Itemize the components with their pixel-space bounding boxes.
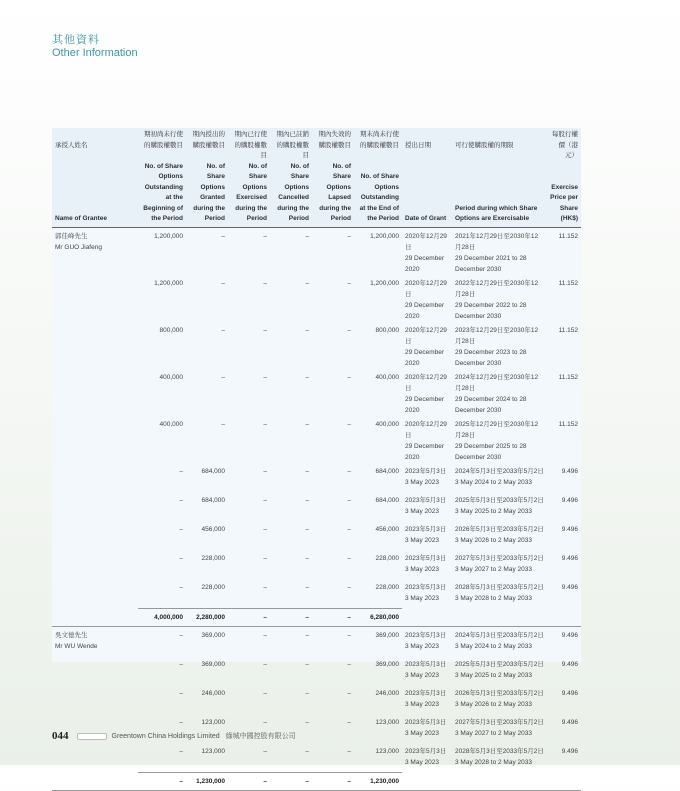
cell-exercised: – [263, 747, 267, 755]
column-header-zh: 期初尚未行使的購股權數目 [138, 128, 186, 162]
cell-lapsed: – [347, 525, 351, 533]
subtotal-blank [52, 772, 138, 790]
cell-begin: – [179, 467, 183, 475]
column-header-zh: 期內已註銷的購股權數目 [270, 128, 312, 162]
cell-begin: 1,200,000 [154, 279, 183, 287]
cell-end: 684,000 [375, 467, 399, 475]
date-of-grant-en: 3 May 2023 [405, 729, 439, 737]
cell-date-of-grant [402, 227, 452, 275]
company-name-en: Greentown China Holdings Limited [111, 732, 220, 740]
grantee-name-cell [52, 685, 138, 714]
subtotal-exercised: – [228, 772, 270, 790]
cell-exercisable-period [452, 369, 547, 416]
date-of-grant-zh: 2023年5月3日 [405, 689, 447, 697]
exercisable-period-zh: 2027年5月3日至2033年5月2日 [455, 718, 544, 726]
section-title [52, 34, 138, 60]
cell-exercise-price: 9.496 [561, 689, 578, 697]
cell-end: 1,200,000 [370, 279, 399, 287]
cell-exercisable-period [452, 626, 547, 656]
subtotal-blank [547, 772, 581, 790]
cell-lapsed: – [347, 554, 351, 562]
exercisable-period-zh: 2027年5月3日至2033年5月2日 [455, 554, 544, 562]
cell-begin: 400,000 [159, 420, 183, 428]
cell-exercise-price: 9.496 [561, 554, 578, 562]
cell-exercisable-period [452, 579, 547, 609]
cell-granted: 369,000 [186, 626, 228, 656]
column-header-en: Period during which Share Options are Exercisable [452, 162, 547, 228]
cell-lapsed: – [347, 747, 351, 755]
exercisable-period-en: 3 May 2024 to 2 May 2033 [455, 642, 532, 650]
cell-exercise-price: 9.496 [561, 747, 578, 755]
date-of-grant-zh: 2020年12月29日 [405, 420, 447, 439]
exercisable-period-zh: 2024年5月3日至2033年5月2日 [455, 467, 544, 475]
cell-exercise-price: 11.152 [558, 232, 578, 240]
cell-date-of-grant [402, 322, 452, 369]
date-of-grant-zh: 2023年5月3日 [405, 660, 447, 668]
exercisable-period-en: 3 May 2026 to 2 May 2033 [455, 700, 532, 708]
cell-end: 800,000 [375, 326, 399, 334]
cell-end: 228,000 [375, 583, 399, 591]
column-header-en: No. of Share Options Outstanding at the End of the Period [354, 162, 402, 228]
subtotal-cancelled: – [270, 772, 312, 790]
table-row [52, 685, 581, 714]
cell-exercise-price: 9.496 [561, 660, 578, 668]
subtotal-exercised: – [228, 608, 270, 626]
exercisable-period-zh: 2024年12月29日至2030年12月28日 [455, 373, 539, 392]
cell-end: 123,000 [375, 718, 399, 726]
table-row [52, 550, 581, 579]
cell-date-of-grant [402, 416, 452, 463]
exercisable-period-zh: 2025年5月3日至2033年5月2日 [455, 496, 544, 504]
cell-date-of-grant [402, 463, 452, 492]
cell-exercise-price: 11.152 [558, 373, 578, 381]
subtotal-blank [402, 772, 452, 790]
date-of-grant-en: 3 May 2023 [405, 478, 439, 486]
subtotal-lapsed: – [312, 772, 354, 790]
cell-cancelled: – [305, 689, 309, 697]
exercisable-period-en: 3 May 2027 to 2 May 2033 [455, 729, 532, 737]
cell-cancelled: – [305, 660, 309, 668]
exercisable-period-zh: 2025年12月29日至2030年12月28日 [455, 420, 539, 439]
cell-exercise-price: 9.496 [547, 626, 581, 656]
cell-date-of-grant [402, 275, 452, 322]
cell-begin: – [179, 525, 183, 533]
cell-granted: – [221, 326, 225, 334]
cell-cancelled: – [305, 326, 309, 334]
cell-exercised: – [263, 326, 267, 334]
cell-end: 1,200,000 [370, 232, 399, 240]
cell-exercise-price: 11.152 [558, 420, 578, 428]
cell-exercise-price: 9.496 [561, 467, 578, 475]
cell-begin: – [179, 554, 183, 562]
exercisable-period-zh: 2028年5月3日至2033年5月2日 [455, 583, 544, 591]
cell-lapsed: – [347, 660, 351, 668]
subtotal-granted: 1,230,000 [186, 772, 228, 790]
date-of-grant-en: 3 May 2023 [405, 507, 439, 515]
exercisable-period-en: 29 December 2023 to 28 December 2030 [455, 348, 527, 367]
subtotal-end: 1,230,000 [354, 772, 402, 790]
cell-granted: 123,000 [201, 747, 225, 755]
exercisable-period-zh: 2022年12月29日至2030年12月28日 [455, 279, 539, 298]
cell-granted: – [221, 373, 225, 381]
cell-lapsed: – [347, 718, 351, 726]
date-of-grant-zh: 2023年5月3日 [405, 631, 447, 639]
cell-exercisable-period [452, 550, 547, 579]
date-of-grant-en: 3 May 2023 [405, 565, 439, 573]
subtotal-end: 6,280,000 [354, 608, 402, 626]
cell-exercised: – [263, 660, 267, 668]
cell-exercised: – [263, 496, 267, 504]
date-of-grant-zh: 2023年5月3日 [405, 583, 447, 591]
exercisable-period-zh: 2021年12月29日至2030年12月28日 [455, 232, 539, 251]
cell-exercisable-period [452, 492, 547, 521]
cell-cancelled: – [305, 420, 309, 428]
column-header-en: Date of Grant [402, 162, 452, 228]
date-of-grant-zh: 2020年12月29日 [405, 373, 447, 392]
column-header-zh: 可行使購股權的期限 [452, 128, 547, 162]
table-row [52, 656, 581, 685]
subtotal-row [52, 772, 581, 790]
cell-cancelled: – [305, 496, 309, 504]
column-header-zh: 期內授出的購股權數目 [186, 128, 228, 162]
cell-cancelled: – [305, 554, 309, 562]
cell-granted: 684,000 [201, 496, 225, 504]
cell-cancelled: – [305, 525, 309, 533]
column-header-en: No. of Share Options Lapsed during the Period [312, 162, 354, 228]
table-row [52, 369, 581, 416]
cell-granted: – [221, 232, 225, 240]
cell-exercisable-period [452, 275, 547, 322]
grantee-name-cell [52, 463, 138, 492]
cell-end: 369,000 [375, 660, 399, 668]
cell-exercised: – [228, 626, 270, 656]
grantee-name-cell [52, 492, 138, 521]
cell-granted: 369,000 [201, 660, 225, 668]
column-header-zh: 承授人姓名 [52, 128, 138, 162]
exercisable-period-en: 3 May 2028 to 2 May 2033 [455, 594, 532, 602]
date-of-grant-zh: 2023年5月3日 [405, 467, 447, 475]
cell-exercisable-period [452, 656, 547, 685]
cell-exercised: – [263, 583, 267, 591]
exercisable-period-en: 3 May 2025 to 2 May 2033 [455, 671, 532, 679]
subtotal-granted: 2,280,000 [186, 608, 228, 626]
subtotal-blank [547, 608, 581, 626]
date-of-grant-zh: 2020年12月29日 [405, 232, 447, 251]
page-footer [52, 730, 296, 742]
cell-exercised: – [263, 554, 267, 562]
table-row [52, 463, 581, 492]
subtotal-cancelled: – [270, 608, 312, 626]
date-of-grant-en: 29 December 2020 [405, 442, 445, 461]
column-header-zh: 期內已行使的購股權數目 [228, 128, 270, 162]
cell-exercise-price: 9.496 [561, 718, 578, 726]
grantee-name-zh: 吳文德先生 [55, 631, 88, 639]
cell-date-of-grant [402, 521, 452, 550]
cell-cancelled: – [305, 373, 309, 381]
date-of-grant-en: 3 May 2023 [405, 594, 439, 602]
date-of-grant-zh: 2023年5月3日 [405, 747, 447, 755]
cell-end: 456,000 [375, 525, 399, 533]
date-of-grant-en: 3 May 2023 [405, 700, 439, 708]
grantee-name-cell [52, 550, 138, 579]
cell-lapsed: – [347, 689, 351, 697]
header-row-zh [52, 128, 581, 162]
cell-end: 228,000 [375, 554, 399, 562]
date-of-grant-zh: 2020年12月29日 [405, 326, 447, 345]
exercisable-period-zh: 2026年5月3日至2033年5月2日 [455, 689, 544, 697]
column-header-en: Exercise Price per Share (HK$) [547, 162, 581, 228]
cell-exercisable-period [452, 416, 547, 463]
cell-end: 400,000 [375, 373, 399, 381]
cell-exercised: – [263, 232, 267, 240]
exercisable-period-en: 29 December 2022 to 28 December 2030 [455, 301, 527, 320]
cell-begin: – [179, 660, 183, 668]
cell-begin: – [179, 689, 183, 697]
exercisable-period-en: 3 May 2028 to 2 May 2033 [455, 758, 532, 766]
cell-begin: 1,200,000 [154, 232, 183, 240]
column-header-en: No. of Share Options Outstanding at the Beginning of the Period [138, 162, 186, 228]
share-options-table [52, 128, 581, 791]
grantee-name-en: Mr WU Wende [55, 642, 98, 650]
grantee-name-cell [52, 322, 138, 369]
column-header-zh: 每股行權價（港元） [547, 128, 581, 162]
date-of-grant-en: 3 May 2023 [405, 671, 439, 679]
cell-exercisable-period [452, 714, 547, 743]
cell-exercised: – [263, 718, 267, 726]
cell-exercise-price: 9.496 [561, 525, 578, 533]
exercisable-period-en: 29 December 2024 to 28 December 2030 [455, 395, 527, 414]
date-of-grant-zh: 2020年12月29日 [405, 279, 447, 298]
exercisable-period-en: 29 December 2025 to 28 December 2030 [455, 442, 527, 461]
table-row [52, 416, 581, 463]
date-of-grant-en: 3 May 2023 [405, 536, 439, 544]
exercisable-period-zh: 2026年5月3日至2033年5月2日 [455, 525, 544, 533]
table-row [52, 579, 581, 609]
cell-lapsed: – [347, 467, 351, 475]
exercisable-period-en: 3 May 2024 to 2 May 2033 [455, 478, 532, 486]
cell-date-of-grant [402, 743, 452, 773]
cell-cancelled: – [305, 467, 309, 475]
cell-lapsed: – [312, 626, 354, 656]
cell-cancelled: – [305, 747, 309, 755]
cell-date-of-grant [402, 656, 452, 685]
cell-cancelled: – [305, 232, 309, 240]
table-row [52, 743, 581, 773]
cell-granted: 123,000 [201, 718, 225, 726]
cell-exercise-price: 9.496 [561, 496, 578, 504]
subtotal-blank [52, 608, 138, 626]
cell-begin: – [179, 583, 183, 591]
header-row-en [52, 162, 581, 228]
cell-date-of-grant [402, 369, 452, 416]
column-header-en: Name of Grantee [52, 162, 138, 228]
cell-date-of-grant [402, 685, 452, 714]
cell-cancelled: – [305, 583, 309, 591]
grantee-name-cell [52, 416, 138, 463]
cell-exercise-price: 11.152 [558, 279, 578, 287]
cell-date-of-grant [402, 626, 452, 656]
exercisable-period-zh: 2028年5月3日至2033年5月2日 [455, 747, 544, 755]
column-header-en: No. of Share Options Cancelled during the Period [270, 162, 312, 228]
company-name-zh: 綠城中國控股有限公司 [225, 733, 296, 740]
column-header-zh: 授出日期 [402, 128, 452, 162]
cell-exercised: – [263, 689, 267, 697]
cell-granted: 228,000 [201, 554, 225, 562]
cell-exercised: – [263, 467, 267, 475]
date-of-grant-en: 29 December 2020 [405, 254, 445, 273]
cell-lapsed: – [347, 326, 351, 334]
section-title-zh: 其他資料 [52, 34, 100, 46]
cell-cancelled: – [305, 718, 309, 726]
cell-lapsed: – [347, 232, 351, 240]
exercisable-period-zh: 2025年5月3日至2033年5月2日 [455, 660, 544, 668]
subtotal-begin: 4,000,000 [138, 608, 186, 626]
date-of-grant-en: 29 December 2020 [405, 301, 445, 320]
cell-date-of-grant [402, 550, 452, 579]
date-of-grant-en: 3 May 2023 [405, 758, 439, 766]
cell-lapsed: – [347, 496, 351, 504]
cell-end: 246,000 [375, 689, 399, 697]
grantee-name-cell [52, 656, 138, 685]
cell-granted: 456,000 [201, 525, 225, 533]
exercisable-period-en: 3 May 2026 to 2 May 2033 [455, 536, 532, 544]
table-body [52, 227, 581, 790]
cell-exercised: – [263, 279, 267, 287]
column-header-en: No. of Share Options Granted during the Period [186, 162, 228, 228]
cell-exercisable-period [452, 463, 547, 492]
cell-begin: – [179, 718, 183, 726]
date-of-grant-zh: 2023年5月3日 [405, 496, 447, 504]
table-row [52, 626, 581, 656]
grantee-name-cell [52, 626, 138, 656]
grantee-name-cell [52, 579, 138, 609]
cell-exercisable-period [452, 227, 547, 275]
cell-end: 684,000 [375, 496, 399, 504]
cell-granted: – [221, 420, 225, 428]
cell-date-of-grant [402, 492, 452, 521]
cell-begin: – [179, 747, 183, 755]
column-header-zh: 期末尚未行使的購股權數目 [354, 128, 402, 162]
cell-granted: – [221, 279, 225, 287]
exercisable-period-zh: 2023年12月29日至2030年12月28日 [455, 326, 539, 345]
date-of-grant-zh: 2023年5月3日 [405, 554, 447, 562]
subtotal-lapsed: – [312, 608, 354, 626]
grantee-name-cell [52, 521, 138, 550]
grantee-name-en: Mr GUO Jiafeng [55, 243, 102, 251]
page-number: 044 [52, 730, 69, 742]
date-of-grant-en: 3 May 2023 [405, 642, 439, 650]
cell-exercise-price: 9.496 [561, 583, 578, 591]
grantee-name-cell [52, 369, 138, 416]
cell-lapsed: – [347, 279, 351, 287]
exercisable-period-en: 3 May 2027 to 2 May 2033 [455, 565, 532, 573]
cell-date-of-grant [402, 714, 452, 743]
date-of-grant-zh: 2023年5月3日 [405, 718, 447, 726]
cell-begin: – [179, 496, 183, 504]
column-header-zh: 期內失效的購股權數目 [312, 128, 354, 162]
cell-lapsed: – [347, 420, 351, 428]
cell-granted: 228,000 [201, 583, 225, 591]
subtotal-begin: – [138, 772, 186, 790]
exercisable-period-en: 3 May 2025 to 2 May 2033 [455, 507, 532, 515]
cell-exercisable-period [452, 322, 547, 369]
grantee-name-cell [52, 275, 138, 322]
cell-begin: 800,000 [159, 326, 183, 334]
table-row [52, 492, 581, 521]
cell-lapsed: – [347, 373, 351, 381]
exercisable-period-en: 29 December 2021 to 28 December 2030 [455, 254, 527, 273]
grantee-name-cell [52, 227, 138, 275]
cell-date-of-grant [402, 579, 452, 609]
cell-granted: 684,000 [201, 467, 225, 475]
footer-divider [77, 733, 107, 740]
cell-exercised: – [263, 420, 267, 428]
cell-exercisable-period [452, 743, 547, 773]
subtotal-blank [452, 772, 547, 790]
date-of-grant-zh: 2023年5月3日 [405, 525, 447, 533]
subtotal-row [52, 608, 581, 626]
table-row [52, 275, 581, 322]
cell-exercisable-period [452, 521, 547, 550]
date-of-grant-en: 29 December 2020 [405, 348, 445, 367]
cell-cancelled: – [305, 279, 309, 287]
table-row [52, 322, 581, 369]
cell-exercise-price: 11.152 [558, 326, 578, 334]
exercisable-period-zh: 2024年5月3日至2033年5月2日 [455, 631, 544, 639]
cell-exercised: – [263, 525, 267, 533]
cell-end: 400,000 [375, 420, 399, 428]
cell-cancelled: – [270, 626, 312, 656]
cell-begin: – [138, 626, 186, 656]
cell-granted: 246,000 [201, 689, 225, 697]
cell-begin: 400,000 [159, 373, 183, 381]
cell-lapsed: – [347, 583, 351, 591]
cell-end: 123,000 [375, 747, 399, 755]
cell-end: 369,000 [354, 626, 402, 656]
cell-exercisable-period [452, 685, 547, 714]
grantee-name-cell [52, 743, 138, 773]
section-title-en: Other Information [52, 47, 138, 59]
date-of-grant-en: 29 December 2020 [405, 395, 445, 414]
cell-exercised: – [263, 373, 267, 381]
subtotal-blank [402, 608, 452, 626]
subtotal-blank [452, 608, 547, 626]
grantee-name-zh: 郭佳峰先生 [55, 232, 88, 240]
table-row [52, 227, 581, 275]
column-header-en: No. of Share Options Exercised during the Period [228, 162, 270, 228]
table-row [52, 521, 581, 550]
